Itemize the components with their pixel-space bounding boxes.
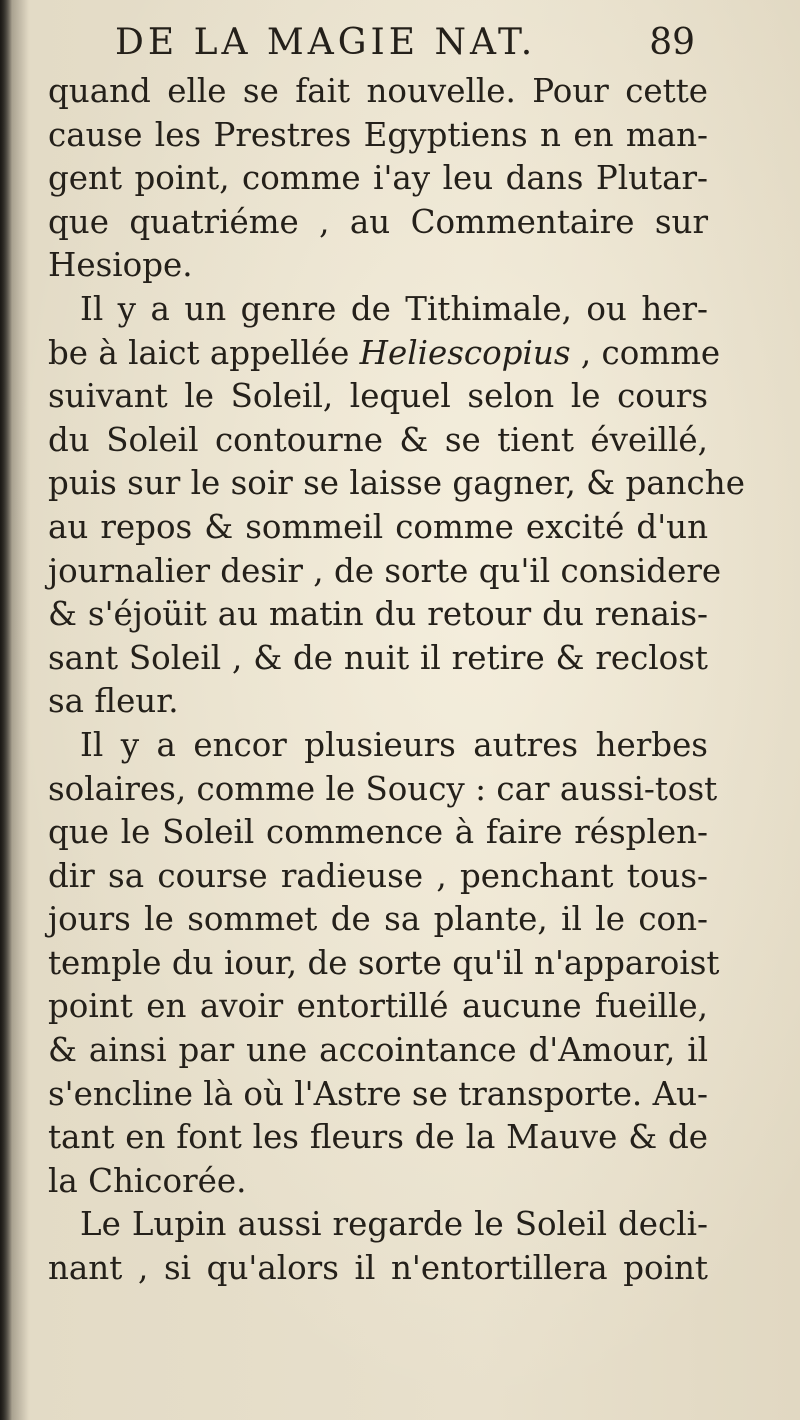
text-line: dir sa course radieuse , penchant tous- [48, 856, 708, 895]
text-span: , comme [570, 333, 721, 372]
text-line: journalier desir , de sorte qu'il considere [48, 551, 722, 590]
text-line: au repos & sommeil comme excité d'un [48, 507, 708, 546]
text-line: Hesiope. [48, 246, 193, 285]
text-line: jours le sommet de sa plante, il le con- [48, 900, 708, 939]
text-line: solaires, comme le Soucy : car aussi-tost [48, 769, 718, 808]
text-line: que quatriéme , au Commentaire sur [48, 202, 708, 241]
text-line: la Chicorée. [48, 1161, 247, 1200]
paragraph-first-line: Il y a un genre de Tithimale, ou her- [80, 289, 708, 328]
page-number: 89 [649, 22, 695, 63]
text-line: point en avoir entortillé aucune fueille, [48, 987, 708, 1026]
paragraph-first-line: Il y a encor plusieurs autres herbes [80, 725, 708, 764]
text-line: gent point, comme i'ay leu dans Plutar- [48, 159, 708, 198]
text-line: & s'éjoüit au matin du retour du renais- [48, 595, 708, 634]
gutter-shadow [0, 0, 30, 1420]
text-line: s'encline là où l'Astre se transporte. Au- [48, 1074, 708, 1113]
page-header [115, 22, 695, 72]
text-line: sa fleur. [48, 682, 179, 721]
text-line: nant , si qu'alors il n'entortillera point [48, 1249, 708, 1288]
text-line: sant Soleil , & de nuit il retire & reclost [48, 638, 708, 677]
running-title: DE LA MAGIE NAT. [115, 22, 537, 63]
text-line: tant en font les fleurs de la Mauve & de [48, 1118, 708, 1157]
text-span: be à laict appellée [48, 333, 360, 372]
text-line [48, 332, 721, 376]
text-line: quand elle se fait nouvelle. Pour cette [48, 72, 708, 110]
text-line: temple du iour, de sorte qu'il n'apparoist [48, 943, 720, 982]
paragraph-first-line: Le Lupin aussi regarde le Soleil decli- [80, 1205, 708, 1244]
latin-plant-name: Heliescopius [359, 333, 571, 372]
text-line: que le Soleil commence à faire résplen- [48, 813, 708, 852]
body-text [48, 70, 745, 1291]
text-line: & ainsi par une accointance d'Amour, il [48, 1031, 708, 1070]
text-line: du Soleil contourne & se tient éveillé, [48, 420, 708, 459]
text-line: cause les Prestres Egyptiens n en man- [48, 115, 708, 154]
text-line: puis sur le soir se laisse gagner, & panche [48, 464, 745, 503]
text-line: suivant le Soleil, lequel selon le cours [48, 377, 708, 416]
